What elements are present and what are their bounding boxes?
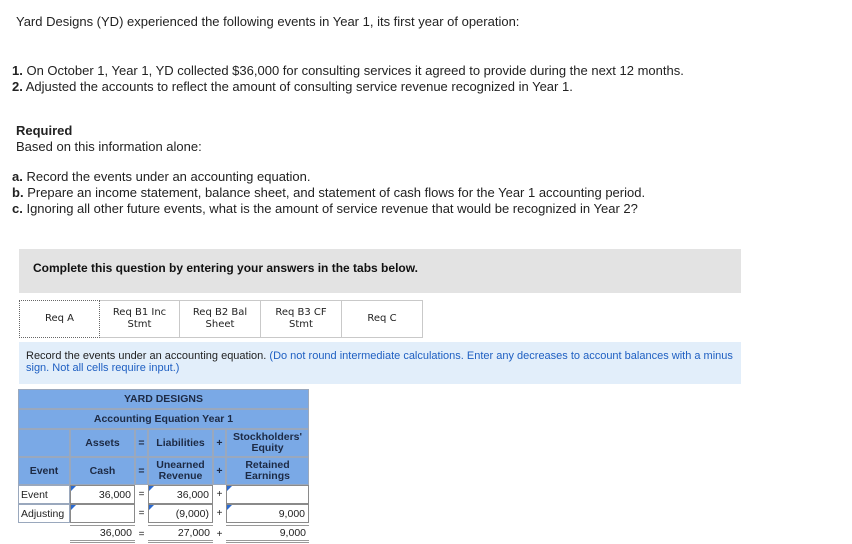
equity-header-line2: Equity: [251, 442, 284, 454]
tab-req-b1-label-1: Req B1 Inc: [112, 307, 167, 318]
event-1-text: On October 1, Year 1, YD collected $36,000 for consulting services it agreed to provide during the next 12 months.: [26, 63, 684, 78]
row-event-equals: =: [135, 485, 148, 504]
totals-plus: +: [213, 525, 226, 543]
instructions-main: Record the events under an accounting equation.: [26, 350, 267, 362]
tab-req-b3-label-2: Stmt: [289, 319, 313, 330]
retained-header-line2: Earnings: [245, 470, 290, 482]
adjusting-retained-input[interactable]: 9,000: [226, 504, 309, 523]
tab-req-b2-label-1: Req B2 Bal: [192, 307, 248, 318]
row-adjusting-plus: +: [213, 504, 226, 523]
question-c-text: Ignoring all other future events, what is the amount of service revenue that would be recognized in Year 2?: [26, 201, 638, 216]
equity-header: [226, 429, 309, 457]
total-cash: 36,000: [70, 525, 135, 543]
tab-req-b1[interactable]: [100, 300, 180, 338]
event-1-number: 1.: [12, 63, 23, 78]
tab-req-a-label: Req A: [44, 313, 75, 324]
event-2-text: Adjusted the accounts to reflect the amount of consulting service revenue recognized in Year 1.: [25, 79, 573, 94]
requirement-tabs: [19, 300, 423, 338]
table-subtitle: Accounting Equation Year 1: [18, 409, 309, 429]
event-2: [12, 79, 573, 94]
tab-req-b2[interactable]: [180, 300, 261, 338]
tab-req-c-label: Req C: [367, 313, 397, 324]
tab-req-b3[interactable]: [261, 300, 342, 338]
retained-header-line1: Retained: [245, 459, 290, 471]
question-b: [12, 185, 645, 200]
question-b-text: Prepare an income statement, balance sheet, and statement of cash flows for the Year 1 accounting period.: [27, 185, 646, 200]
event-1: [12, 63, 684, 78]
event-retained-input[interactable]: [226, 485, 309, 504]
equals-header-2: =: [135, 457, 148, 485]
tab-req-b3-label-1: Req B3 CF: [275, 307, 327, 318]
row-adjusting-equals: =: [135, 504, 148, 523]
event-unearned-input[interactable]: 36,000: [148, 485, 213, 504]
row-event-plus: +: [213, 485, 226, 504]
event-header: Event: [18, 457, 70, 485]
total-unearned-revenue: 27,000: [148, 525, 213, 543]
instructions-note: (Do not round intermediate calculations. Enter any decreases to account balances with a minus sign. Not all cells require input.): [26, 350, 733, 374]
row-adjusting-label: Adjusting: [18, 504, 70, 523]
adjusting-unearned-input[interactable]: (9,000): [148, 504, 213, 523]
event-2-number: 2.: [12, 79, 23, 94]
plus-header-2: +: [213, 457, 226, 485]
unearned-header-line1: Unearned: [156, 459, 205, 471]
total-retained-earnings: 9,000: [226, 525, 309, 543]
retained-earnings-header: [226, 457, 309, 485]
event-cash-input[interactable]: 36,000: [70, 485, 135, 504]
plus-header: +: [213, 429, 226, 457]
adjusting-cash-input[interactable]: [70, 504, 135, 523]
required-subtitle: Based on this information alone:: [16, 139, 202, 154]
assets-header: Assets: [70, 429, 135, 457]
tab-req-b2-label-2: Sheet: [205, 319, 235, 330]
question-c-letter: c.: [12, 201, 23, 216]
unearned-header-line2: Revenue: [158, 470, 203, 482]
required-title: Required: [16, 123, 73, 138]
tab-req-a[interactable]: [19, 300, 100, 338]
question-a: [12, 169, 311, 184]
equals-header: =: [135, 429, 148, 457]
unearned-revenue-header: [148, 457, 213, 485]
totals-blank: [18, 523, 70, 542]
equity-header-line1: Stockholders': [232, 431, 302, 443]
liabilities-header: Liabilities: [148, 429, 213, 457]
question-a-text: Record the events under an accounting equation.: [26, 169, 311, 184]
blank-header: [18, 429, 70, 457]
cash-header: Cash: [70, 457, 135, 485]
row-event-label: Event: [18, 485, 70, 504]
question-b-letter: b.: [12, 185, 24, 200]
totals-equals: =: [135, 525, 148, 543]
tab-req-b1-label-2: Stmt: [127, 319, 152, 330]
tab-req-c[interactable]: [342, 300, 423, 338]
intro-text: Yard Designs (YD) experienced the following events in Year 1, its first year of operation:: [16, 14, 520, 29]
company-name: YARD DESIGNS: [18, 389, 309, 409]
instructions: [19, 342, 741, 384]
question-a-letter: a.: [12, 169, 23, 184]
question-c: [12, 201, 638, 216]
complete-banner: Complete this question by entering your answers in the tabs below.: [19, 249, 741, 293]
